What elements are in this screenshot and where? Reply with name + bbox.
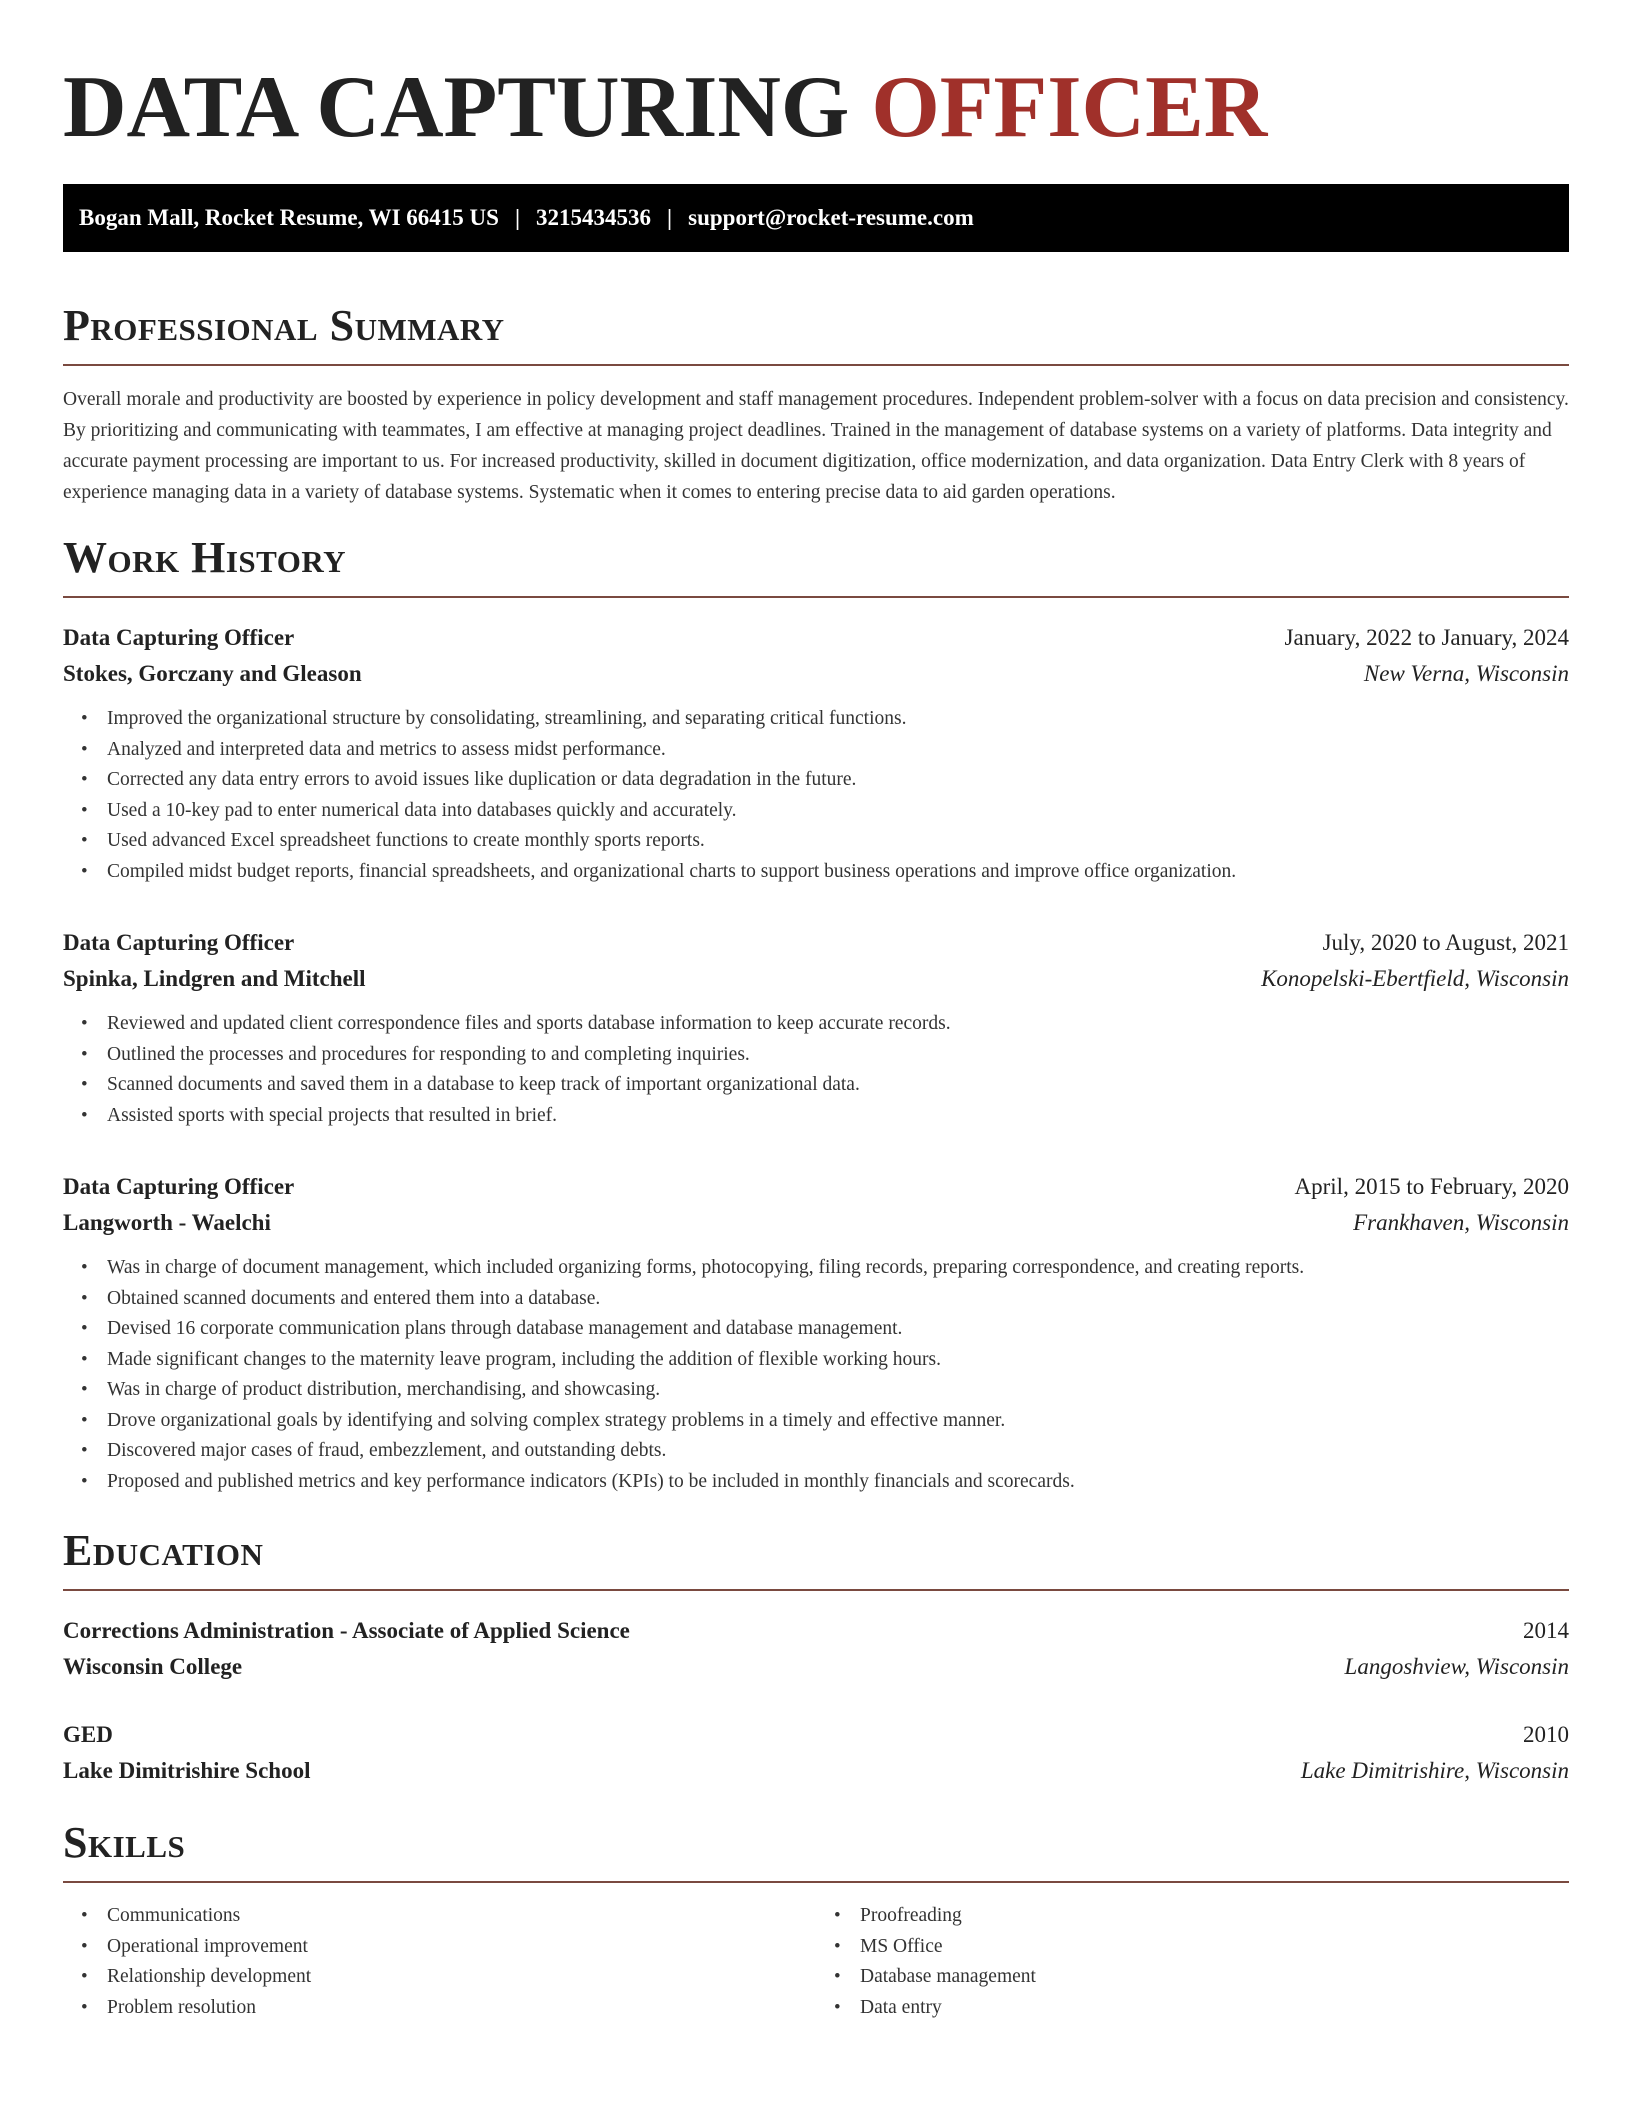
job-bullet-item: • Devised 16 corporate communication plans through database management and database management. xyxy=(107,1314,1569,1345)
education-location: Langoshview, Wisconsin xyxy=(1344,1654,1569,1679)
job-location: New Verna, Wisconsin xyxy=(1363,661,1569,686)
contact-address: Bogan Mall, Rocket Resume, WI 66415 US xyxy=(79,205,499,230)
section-title-skills: Skills xyxy=(63,1818,186,1867)
job-company-row xyxy=(63,961,1569,997)
skill-item: • Relationship development xyxy=(107,1962,816,1993)
job-location: Frankhaven, Wisconsin xyxy=(1353,1210,1569,1235)
job-role: Data Capturing Officer xyxy=(63,1174,295,1199)
section-title-summary: Professional Summary xyxy=(63,301,505,350)
job-bullet-item: • Was in charge of document management, which included organizing forms, photocopying, filing records, preparing correspondence, and creating reports. xyxy=(107,1253,1569,1284)
jobs-list xyxy=(63,620,1569,1497)
job-bullet-item: • Obtained scanned documents and entered them into a database. xyxy=(107,1284,1569,1315)
section-title-work-history: Work History xyxy=(63,533,347,582)
section-title-education: Education xyxy=(63,1526,264,1575)
contact-separator: | xyxy=(514,205,521,230)
resume-title xyxy=(63,50,1569,156)
skill-item: • MS Office xyxy=(860,1932,1569,1963)
skills-grid xyxy=(63,1901,1569,2023)
job-company: Langworth - Waelchi xyxy=(63,1210,271,1235)
job-location: Konopelski-Ebertfield, Wisconsin xyxy=(1261,966,1569,991)
job-bullet-item: • Improved the organizational structure by consolidating, streamlining, and separating critical functions. xyxy=(107,704,1569,735)
job-bullet-item: • Scanned documents and saved them in a database to keep track of important organizational data. xyxy=(107,1070,1569,1101)
education-location: Lake Dimitrishire, Wisconsin xyxy=(1300,1758,1569,1783)
education-degree: GED xyxy=(63,1722,113,1747)
education-entry xyxy=(63,1613,1569,1685)
education-school: Wisconsin College xyxy=(63,1654,243,1679)
education-list xyxy=(63,1613,1569,1789)
job-bullet-item: • Made significant changes to the maternity leave program, including the addition of flexible working hours. xyxy=(107,1345,1569,1376)
section-divider xyxy=(63,596,1569,598)
job-entry xyxy=(63,620,1569,887)
skill-item: • Proofreading xyxy=(860,1901,1569,1932)
job-header-row xyxy=(63,1169,1569,1205)
job-bullet-item: • Assisted sports with special projects that resulted in brief. xyxy=(107,1101,1569,1132)
job-bullet-item: • Drove organizational goals by identifying and solving complex strategy problems in a timely and effective manner. xyxy=(107,1406,1569,1437)
job-bullets xyxy=(63,704,1569,887)
contact-phone: 3215434536 xyxy=(536,205,652,230)
skill-item: • Problem resolution xyxy=(107,1993,816,2024)
contact-separator: | xyxy=(667,205,673,230)
contact-bar xyxy=(63,184,1569,252)
job-role: Data Capturing Officer xyxy=(63,930,295,955)
work-history-section xyxy=(63,533,1569,1497)
job-entry xyxy=(63,925,1569,1131)
job-header-row xyxy=(63,925,1569,961)
education-school-row xyxy=(63,1649,1569,1685)
education-degree: Corrections Administration - Associate of Applied Science xyxy=(63,1618,630,1643)
job-header-row xyxy=(63,620,1569,656)
job-bullet-item: • Corrected any data entry errors to avoid issues like duplication or data degradation in the future. xyxy=(107,765,1569,796)
job-company: Stokes, Gorczany and Gleason xyxy=(63,661,362,686)
job-entry xyxy=(63,1169,1569,1497)
education-school-row xyxy=(63,1753,1569,1789)
job-bullet-item: • Outlined the processes and procedures for responding to and completing inquiries. xyxy=(107,1040,1569,1071)
section-divider xyxy=(63,1881,1569,1883)
skills-section xyxy=(63,1818,1569,2023)
education-section xyxy=(63,1526,1569,1789)
summary-section xyxy=(63,301,1569,508)
title-main: DATA CAPTURING xyxy=(63,59,850,156)
job-bullet-item: • Proposed and published metrics and key performance indicators (KPIs) to be included in monthly financials and scorecards. xyxy=(107,1467,1569,1498)
skill-item: • Database management xyxy=(860,1962,1569,1993)
job-bullet-item: • Used advanced Excel spreadsheet functions to create monthly sports reports. xyxy=(107,826,1569,857)
job-dates: April, 2015 to February, 2020 xyxy=(1294,1174,1569,1199)
job-bullet-item: • Reviewed and updated client correspondence files and sports database information to keep accurate records. xyxy=(107,1009,1569,1040)
skill-item: • Operational improvement xyxy=(107,1932,816,1963)
skill-item: • Data entry xyxy=(860,1993,1569,2024)
section-divider xyxy=(63,364,1569,366)
education-entry xyxy=(63,1717,1569,1789)
education-year: 2010 xyxy=(1523,1722,1569,1747)
job-role: Data Capturing Officer xyxy=(63,625,295,650)
summary-text: Overall morale and productivity are boosted by experience in policy development and staff management procedures. Independent problem-solver with a focus on data precision and consistency. By prioritizing and communicating with teammates, I am effective at managing project deadlines. Trained in the management of database systems on a variety of platforms. Data integrity and accurate payment processing are important to us. For increased productivity, skilled in document digitization, office modernization, and data organization. Data Entry Clerk with 8 years of experience managing data in a variety of database systems. Systematic when it comes to entering precise data to aid garden operations. xyxy=(63,389,1569,503)
job-dates: July, 2020 to August, 2021 xyxy=(1322,930,1569,955)
title-accent: OFFICER xyxy=(871,59,1268,156)
education-degree-row xyxy=(63,1717,1569,1753)
job-bullet-item: • Was in charge of product distribution, merchandising, and showcasing. xyxy=(107,1375,1569,1406)
education-school: Lake Dimitrishire School xyxy=(63,1758,311,1783)
job-bullet-item: • Used a 10-key pad to enter numerical data into databases quickly and accurately. xyxy=(107,796,1569,827)
education-year: 2014 xyxy=(1523,1618,1569,1643)
job-company-row xyxy=(63,1205,1569,1241)
job-bullet-item: • Compiled midst budget reports, financial spreadsheets, and organizational charts to support business operations and improve office organization. xyxy=(107,857,1569,888)
skills-column-right xyxy=(816,1901,1569,2023)
job-bullet-item: • Discovered major cases of fraud, embezzlement, and outstanding debts. xyxy=(107,1436,1569,1467)
skills-column-left xyxy=(63,1901,816,2023)
job-bullet-item: • Analyzed and interpreted data and metrics to assess midst performance. xyxy=(107,735,1569,766)
job-company: Spinka, Lindgren and Mitchell xyxy=(63,966,366,991)
job-dates: January, 2022 to January, 2024 xyxy=(1284,625,1569,650)
job-company-row xyxy=(63,656,1569,692)
education-degree-row xyxy=(63,1613,1569,1649)
skill-item: • Communications xyxy=(107,1901,816,1932)
section-divider xyxy=(63,1589,1569,1591)
job-bullets xyxy=(63,1009,1569,1131)
contact-email: support@rocket-resume.com xyxy=(688,205,974,230)
job-bullets xyxy=(63,1253,1569,1497)
